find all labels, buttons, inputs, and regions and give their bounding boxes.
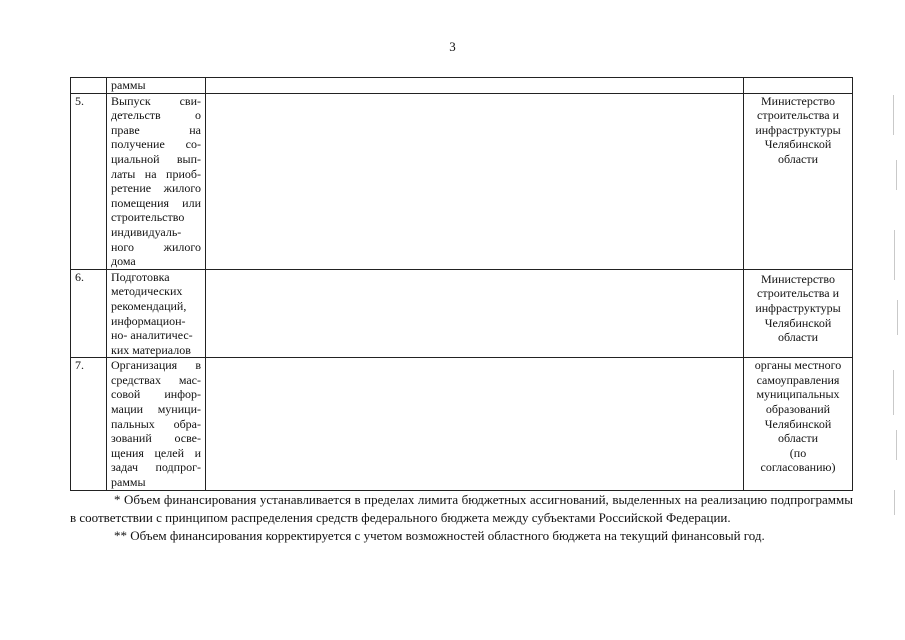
measure-name-cell [107, 78, 206, 94]
measure-name-line: раммы [111, 475, 146, 490]
responsible-cell [744, 93, 853, 269]
measure-name-line: Выпуск сви- [111, 93, 201, 108]
responsible-line: строительства и [757, 286, 839, 301]
measure-name-line: средствах мас- [111, 372, 201, 387]
responsible-line: Министерство [761, 271, 835, 286]
responsible-cell [744, 78, 853, 94]
measure-name-line: Подготовка [111, 269, 170, 284]
measures-table [70, 77, 853, 491]
table-row [71, 358, 853, 490]
footnote-single-asterisk: * Объем финансирования устанавливается в пределах лимита бюджетных ассигнований, выделенных на реализацию подпрограммы в соответствии с принципом распределения средств федерального бюджета между субъектами Российской Федерации. [70, 492, 853, 526]
responsible-line: образований [765, 402, 831, 417]
measure-name-line: мации муници- [111, 402, 201, 417]
responsible-line: инфраструктуры [755, 122, 841, 137]
measure-name-line: зований осве- [111, 431, 201, 446]
footnotes [70, 491, 853, 546]
measure-name-line: строительство [111, 210, 185, 225]
footnote-double-asterisk: ** Объем финансирования корректируется с учетом возможностей областного бюджета на текущий финансовый год. [114, 528, 765, 544]
row-number-cell: 6. [71, 269, 107, 358]
measure-name-line: ного жилого [111, 239, 201, 254]
measure-name-line: но- аналитичес- [111, 328, 193, 343]
empty-cell [206, 358, 744, 490]
row-number-cell: 7. [71, 358, 107, 490]
responsible-line: согласованию) [760, 460, 836, 475]
measure-name-line: праве на [111, 122, 201, 137]
responsible-line: Челябинской [764, 137, 832, 152]
measure-name-line: циальной вып- [111, 151, 201, 166]
measure-name-line: пальных обра- [111, 416, 201, 431]
empty-cell [206, 78, 744, 94]
measure-name-line: помещения или [111, 195, 201, 210]
responsible-cell [744, 269, 853, 358]
responsible-line: органы местного [754, 358, 842, 373]
empty-cell [206, 269, 744, 358]
measure-name-cell [107, 93, 206, 269]
measure-name-line: детельств о [111, 108, 201, 123]
measure-name-line: индивидуаль- [111, 224, 182, 239]
row-number-cell: 5. [71, 93, 107, 269]
responsible-line: области [777, 330, 819, 345]
measure-name-line: ретение жилого [111, 181, 201, 196]
scan-edge-noise [891, 0, 905, 640]
responsible-line: области [777, 151, 819, 166]
table-row [71, 93, 853, 269]
measure-name-line: Организация в [111, 358, 201, 373]
measure-name-line: методических [111, 284, 183, 299]
measure-name-cell [107, 358, 206, 490]
table-row [71, 78, 853, 94]
responsible-line: области [777, 431, 819, 446]
responsible-line: муниципальных [756, 387, 840, 402]
measure-name-line: ких материалов [111, 342, 191, 357]
responsible-line: Министерство [761, 93, 835, 108]
measure-name-line: латы на приоб- [111, 166, 201, 181]
measure-name-line: раммы [111, 78, 146, 92]
measure-name-cell [107, 269, 206, 358]
measure-name-line: задач подпрог- [111, 460, 201, 475]
responsible-line: Челябинской [764, 315, 832, 330]
measure-name-line: получение со- [111, 137, 201, 152]
measure-name-line: щения целей и [111, 445, 201, 460]
measure-name-line: информацион- [111, 313, 186, 328]
responsible-line: строительства и [757, 108, 839, 123]
responsible-line: самоуправления [756, 372, 840, 387]
empty-cell [206, 93, 744, 269]
measure-name-line: совой инфор- [111, 387, 201, 402]
table-row [71, 269, 853, 358]
responsible-cell [744, 358, 853, 490]
responsible-line: инфраструктуры [755, 300, 841, 315]
measure-name-line: рекомендаций, [111, 298, 187, 313]
responsible-line: Челябинской [764, 416, 832, 431]
responsible-line: (по [789, 445, 807, 460]
row-number-cell [71, 78, 107, 94]
page-number: 3 [449, 39, 456, 54]
measure-name-line: дома [111, 254, 136, 269]
